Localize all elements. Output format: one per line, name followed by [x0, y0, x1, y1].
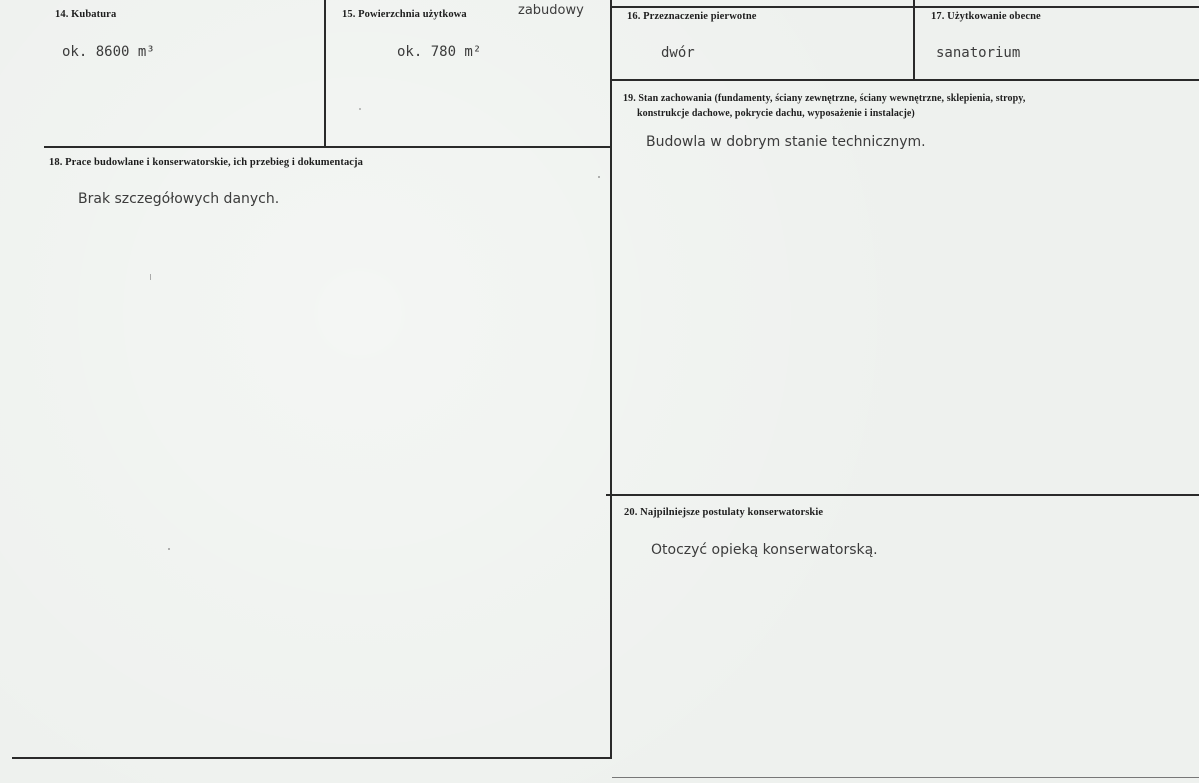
- divider-row1-right: [612, 79, 1199, 81]
- paper-speck: [359, 108, 361, 110]
- field-17-label: 17. Użytkowanie obecne: [931, 11, 1041, 22]
- field-16-value: dwór: [661, 45, 695, 61]
- field-16-label: 16. Przeznaczenie pierwotne: [627, 11, 757, 22]
- divider-14-15: [324, 0, 326, 148]
- top-border-line: [612, 6, 1199, 8]
- field-19-value: Budowla w dobrym stanie technicznym.: [646, 134, 926, 150]
- paper-speck: [168, 548, 170, 550]
- field-19-label-line2: konstrukcje dachowe, pokrycie dachu, wyposażenie i instalacje): [637, 108, 915, 119]
- bottom-border-line: [12, 757, 612, 759]
- field-19-label-line1: 19. Stan zachowania (fundamenty, ściany zewnętrzne, ściany wewnętrzne, sklepienia, stropy,: [623, 93, 1026, 104]
- field-18-label: 18. Prace budowlane i konserwatorskie, ich przebieg i dokumentacja: [49, 157, 364, 168]
- field-20-label: 20. Najpilniejsze postulaty konserwatorskie: [624, 507, 824, 518]
- field-20-value: Otoczyć opieką konserwatorską.: [651, 542, 878, 558]
- paper-speck: [598, 176, 600, 178]
- field-17-value: sanatorium: [936, 45, 1021, 61]
- field-14-label: 14. Kubatura: [55, 9, 117, 20]
- field-14-value: ok. 8600 m³: [62, 44, 155, 60]
- paper-speck: [150, 274, 151, 280]
- bottom-border-line-right: [612, 777, 1199, 778]
- divider-16-17: [913, 0, 915, 80]
- field-18-value: Brak szczegółowych danych.: [78, 191, 280, 207]
- field-15-value: ok. 780 m²: [397, 44, 482, 60]
- field-15-note: zabudowy: [518, 3, 584, 18]
- divider-row1-left: [44, 146, 612, 148]
- divider-19-20: [606, 494, 1199, 496]
- divider-15-16: [610, 0, 612, 758]
- field-15-label: 15. Powierzchnia użytkowa: [342, 9, 467, 20]
